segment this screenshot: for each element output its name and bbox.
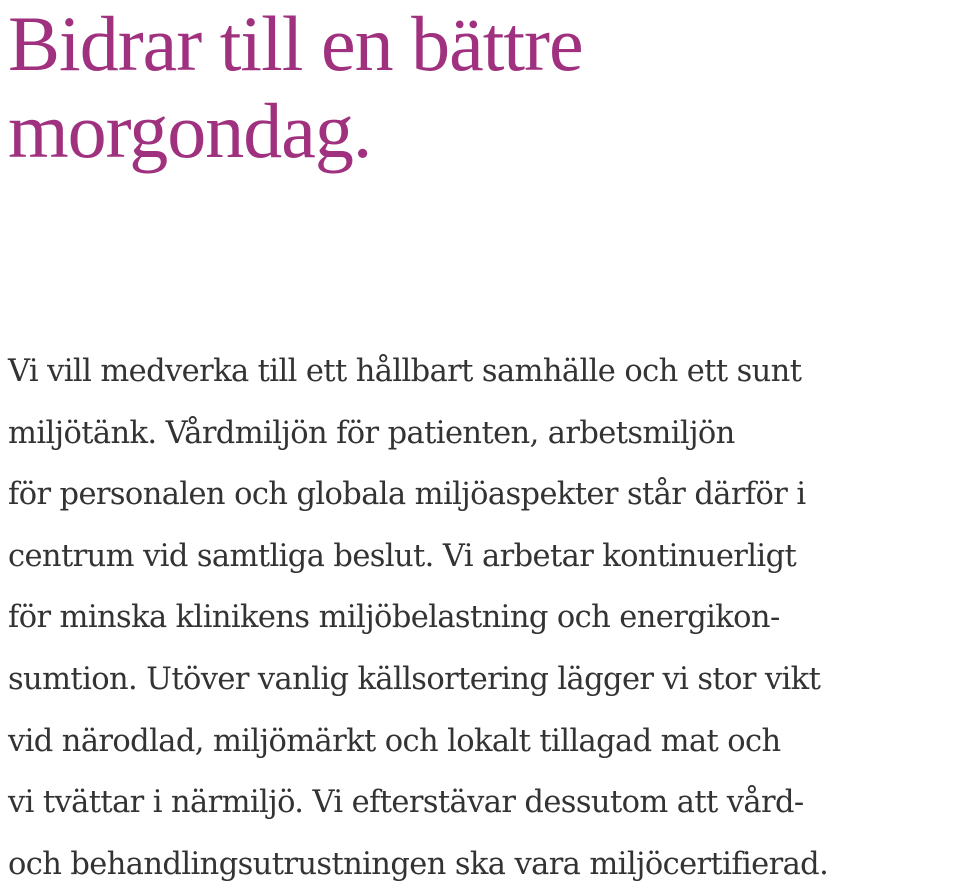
paragraph-line-2: miljötänk. Vårdmiljön för patienten, arbetsmiljön	[8, 415, 735, 451]
title-line-1: Bidrar till en bättre	[8, 0, 583, 87]
paragraph-line-4: centrum vid samtliga beslut. Vi arbetar kontinuerligt	[8, 538, 797, 574]
body-paragraph	[8, 341, 828, 893]
paragraph-line-5: för minska klinikens miljöbelastning och energikon-	[8, 600, 780, 636]
paragraph-line-6: sumtion. Utöver vanlig källsortering lägger vi stor vikt	[8, 661, 821, 697]
paragraph-line-7: vid närodlad, miljömärkt och lokalt tillagad mat och	[8, 723, 781, 759]
paragraph-line-1: Vi vill medverka till ett hållbart samhälle och ett sunt	[8, 354, 802, 389]
paragraph-line-8: vi tvättar i närmiljö. Vi efterstävar dessutom att vård-	[8, 785, 804, 821]
paragraph-line-9: och behandlingsutrustningen ska vara miljöcertifierad.	[8, 846, 829, 882]
paragraph-line-3: för personalen och globala miljöaspekter står därför i	[8, 477, 806, 513]
title-line-2: morgondag.	[8, 87, 372, 174]
page-title	[8, 0, 583, 174]
